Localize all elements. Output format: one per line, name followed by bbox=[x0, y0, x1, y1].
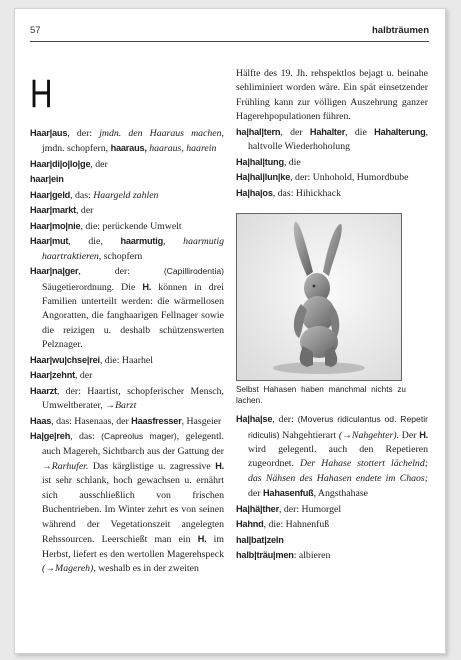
example-text: Haargeld zahlen bbox=[93, 189, 159, 201]
definition-text: , die: Hahnenfuß bbox=[263, 519, 330, 531]
definition-text: , der bbox=[76, 205, 94, 217]
headword: Haar|aus bbox=[30, 128, 68, 138]
dictionary-entry bbox=[30, 219, 224, 234]
dictionary-entry bbox=[30, 188, 224, 203]
dictionary-entry bbox=[30, 353, 224, 368]
headword: Haar|di|o|lo|ge bbox=[30, 158, 91, 169]
headword: hal|bat|zeln bbox=[236, 534, 284, 545]
headword: Ha|ha|se bbox=[236, 414, 273, 425]
definition-text: , die bbox=[345, 126, 375, 138]
section-initial: H bbox=[30, 72, 53, 116]
headword: Haar|geld bbox=[30, 189, 71, 200]
example-text: haarmutig haartraktieren, bbox=[42, 236, 224, 262]
definition-text: , das: bbox=[70, 189, 94, 201]
headword: Haar|mut bbox=[30, 236, 69, 247]
definition-text: , der bbox=[280, 126, 310, 138]
definition-text: Nahgehtierart bbox=[279, 429, 339, 441]
example-text: jmdn. den Haaraus machen, bbox=[99, 128, 224, 139]
example-text: →Barzt bbox=[105, 400, 137, 412]
dictionary-entry bbox=[30, 203, 224, 218]
definition-text: , Hasgeier bbox=[181, 415, 222, 427]
dictionary-entry bbox=[30, 234, 224, 264]
definition-text: , die: Haarhel bbox=[99, 354, 153, 366]
definition-text: , das: Hasenaas, der bbox=[51, 415, 132, 427]
example-text: →Rarhufer. bbox=[42, 460, 89, 472]
dictionary-entry bbox=[236, 548, 428, 563]
headword: H. bbox=[419, 429, 428, 440]
figure bbox=[236, 213, 428, 406]
headword: Ha|ge|reh bbox=[30, 431, 71, 442]
definition-text: , der: bbox=[67, 128, 100, 139]
definition-text: jmdn. schopfern, bbox=[42, 143, 111, 155]
dictionary-entry bbox=[236, 533, 428, 548]
example-text: haaraus, haarein bbox=[149, 143, 217, 155]
headword: Ha|ha|os bbox=[236, 187, 273, 198]
headword: H. bbox=[142, 281, 152, 292]
definition-text: , der: bbox=[78, 266, 164, 278]
headword: Haar|na|ger bbox=[30, 266, 79, 277]
definition-text: der bbox=[248, 488, 263, 500]
definition-text: ist sehr schlank, hoch gewachsen u. ernährt sich ausschließlich von frischen Buchentrieben. Im Winter zehrt es von seinen während der Vegetationszeit angelegten Rehssourcen. Leerschießt man ein bbox=[42, 475, 224, 546]
dictionary-entry bbox=[236, 155, 428, 170]
latin-name: (Capillirodentia) bbox=[163, 266, 224, 277]
dictionary-entry bbox=[30, 414, 224, 429]
definition-text: , gelegentl. auch Magereh, Sichtbarch aus der Gattung der bbox=[42, 431, 224, 457]
headword: haarmutig bbox=[120, 236, 164, 247]
headword: haar|ein bbox=[30, 174, 64, 185]
definition-text: Hälfte des 19. Jh. rehspektlos bejagt u. beinahe sehliminiert worden wäre. Ein spät einsetzender Frühling kann zur völligen Auszehrung ganzer Hagerehpopulationen führen. bbox=[236, 68, 428, 123]
headword: Ha|hal|tung bbox=[236, 156, 284, 167]
definition-text: , das: Hihickhack bbox=[272, 187, 342, 199]
definition-text: , das: bbox=[70, 431, 102, 443]
definition-text: , haltvolle Wiederhoholung bbox=[248, 126, 428, 153]
definition-text: , Angsthahase bbox=[313, 488, 368, 500]
dictionary-entry bbox=[30, 126, 224, 157]
headword: Haarzt bbox=[30, 385, 57, 396]
definition-text: Säugetierordnung. Die bbox=[42, 281, 143, 293]
dictionary-entry bbox=[236, 125, 428, 155]
headword: Haar|mo|nie bbox=[30, 220, 81, 231]
definition-text: , die bbox=[283, 156, 301, 168]
rabbit-photo bbox=[236, 213, 402, 381]
page-header bbox=[30, 21, 429, 42]
dictionary-entry bbox=[30, 368, 224, 383]
headword: Ha|hal|lun|ke bbox=[236, 172, 291, 183]
definition-text: wird gelegentl. auch den Repetieren zugeordnet. bbox=[248, 443, 428, 470]
dictionary-entry bbox=[30, 384, 224, 414]
headword: halb|träu|men bbox=[236, 550, 294, 561]
example-text: (→Nahgehter). bbox=[338, 429, 400, 441]
dictionary-entry bbox=[30, 157, 224, 172]
dictionary-page bbox=[14, 8, 446, 654]
definition-text: Das kärglistige u. zagressive bbox=[88, 460, 216, 472]
dictionary-entry bbox=[236, 412, 428, 502]
example-text: Der Hahase stottert lächelnd; das Nähsen des Hahasen endete im Chaos; bbox=[248, 458, 428, 484]
headword: Hahalterung bbox=[374, 126, 426, 137]
headword: Haar|markt bbox=[30, 205, 77, 216]
definition-text: können in drei Familien unterteilt werden: die wärmellosen Angoratten, die fanghaarigen Fellnager sowie die reizigen u. deshalb schützenswerten Pelznager. bbox=[42, 281, 224, 351]
example-text: (→Magereh), bbox=[42, 563, 96, 575]
headword: ha|hal|tern bbox=[236, 126, 281, 137]
headword: H. bbox=[197, 534, 207, 545]
dictionary-entry bbox=[30, 429, 224, 577]
headword: Ha|hä|ther bbox=[236, 503, 279, 514]
definition-text: Der bbox=[399, 429, 420, 441]
headword: H. bbox=[215, 460, 224, 471]
definition-text: im Herbst, liefert es den wertollen Magerehspeck bbox=[42, 534, 224, 560]
wooden-rabbit-image bbox=[237, 214, 401, 380]
definition-text: , die: perückende Umwelt bbox=[80, 220, 182, 232]
page-number: 57 bbox=[30, 25, 41, 36]
headword: Hahasenfuß bbox=[262, 488, 314, 499]
dictionary-entry bbox=[236, 186, 428, 201]
latin-name: (Capreolus mager) bbox=[101, 431, 177, 442]
dictionary-entry bbox=[236, 517, 428, 532]
dictionary-entry bbox=[30, 172, 224, 187]
dictionary-entry bbox=[30, 264, 224, 353]
definition-text: , der bbox=[75, 370, 93, 382]
definition-text: , die, bbox=[68, 236, 121, 248]
dictionary-entry bbox=[236, 502, 428, 517]
definition-text: schopfern bbox=[101, 250, 143, 262]
definition-text: , bbox=[163, 236, 184, 248]
definition-text: : albieren bbox=[293, 550, 331, 562]
headword: Haar|wu|chse|rei bbox=[30, 354, 100, 365]
dictionary-entry bbox=[236, 170, 428, 185]
right-column bbox=[236, 67, 428, 564]
dictionary-entry bbox=[236, 67, 428, 125]
definition-text: , der: Unhohold, Humordbube bbox=[290, 172, 409, 184]
running-head: halbträumen bbox=[371, 25, 429, 36]
latin-name: (Moverus ridiculantus od. Repetir ridiculis) bbox=[248, 414, 428, 440]
headword: Hahalter bbox=[309, 126, 346, 137]
headword: Haasfresser bbox=[131, 415, 182, 426]
left-column bbox=[30, 67, 224, 577]
headword: Haar|zehnt bbox=[30, 370, 75, 381]
headword: Hahnd bbox=[236, 519, 264, 530]
figure-caption: Selbst Hahasen haben manchmal nichts zu lachen. bbox=[236, 385, 406, 406]
definition-text: , der bbox=[90, 158, 108, 170]
definition-text: weshalb es in der zweiten bbox=[95, 563, 199, 575]
headword: Haas bbox=[30, 415, 52, 426]
definition-text: , der: bbox=[272, 414, 298, 426]
definition-text: , der: Humorgel bbox=[278, 503, 342, 515]
definition-text: , der: Haartist, schopferischer Mensch, Umweltberater, bbox=[42, 385, 224, 412]
headword: haaraus, bbox=[110, 143, 147, 154]
